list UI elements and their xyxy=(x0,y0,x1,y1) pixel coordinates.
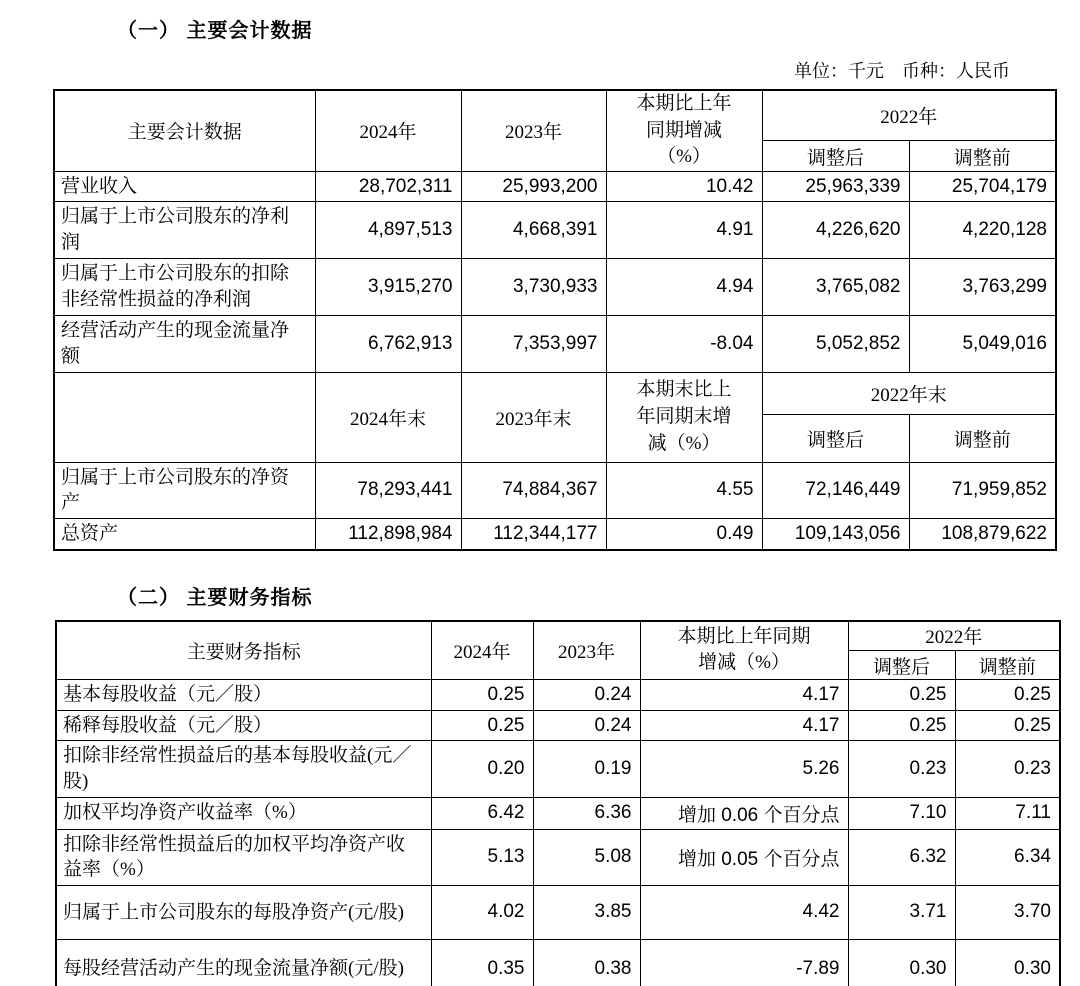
table-row xyxy=(54,258,1056,315)
header-adjusted-after: 调整后 xyxy=(848,651,955,680)
cell-adjusted-before: 7.11 xyxy=(955,797,1060,829)
cell-adjusted-before: 71,959,852 xyxy=(909,462,1056,518)
cell-2024: 6,762,913 xyxy=(315,315,461,372)
cell-change: 4.17 xyxy=(640,680,848,711)
cell-adjusted-before: 5,049,016 xyxy=(909,315,1056,372)
cell-adjusted-before: 3,763,299 xyxy=(909,258,1056,315)
table-header-row xyxy=(56,621,1060,651)
cell-adjusted-after: 0.25 xyxy=(848,680,955,711)
header-adjusted-before: 调整前 xyxy=(909,414,1056,462)
header-change-pct: 本期比上年同期增减（%） xyxy=(640,621,848,680)
cell-2024: 3,915,270 xyxy=(315,258,461,315)
header-main-label: 主要财务指标 xyxy=(56,621,431,680)
table-row xyxy=(56,680,1060,711)
cell-2024: 6.42 xyxy=(431,797,533,829)
row-label: 加权平均净资产收益率（%） xyxy=(56,797,431,829)
cell-2023: 7,353,997 xyxy=(461,315,606,372)
row-label: 每股经营活动产生的现金流量净额(元/股) xyxy=(56,939,431,986)
section2-title: （二） 主要财务指标 xyxy=(117,586,313,609)
cell-adjusted-before: 4,220,128 xyxy=(909,202,1056,258)
table-row xyxy=(56,710,1060,741)
header-adjusted-before: 调整前 xyxy=(955,651,1060,680)
cell-change: 10.42 xyxy=(606,171,762,202)
cell-change: 5.26 xyxy=(640,741,848,797)
cell-adjusted-before: 0.30 xyxy=(955,939,1060,986)
table-header-row xyxy=(54,90,1056,141)
header-2024-end: 2024年末 xyxy=(315,372,461,462)
cell-change: 4.55 xyxy=(606,462,762,518)
cell-change: 增加 0.05 个百分点 xyxy=(640,829,848,885)
cell-2023: 3,730,933 xyxy=(461,258,606,315)
header-main-label: 主要会计数据 xyxy=(54,90,315,171)
row-label: 归属于上市公司股东的净资产 xyxy=(54,462,315,518)
cell-2023: 0.24 xyxy=(533,680,640,711)
cell-change: 4.91 xyxy=(606,202,762,258)
cell-2023: 5.08 xyxy=(533,829,640,885)
row-label: 总资产 xyxy=(54,518,315,549)
header-2023: 2023年 xyxy=(533,621,640,680)
cell-adjusted-after: 109,143,056 xyxy=(762,518,909,549)
cell-2024: 4,897,513 xyxy=(315,202,461,258)
cell-2023: 25,993,200 xyxy=(461,171,606,202)
header-adjusted-after: 调整后 xyxy=(762,141,909,171)
cell-adjusted-before: 0.23 xyxy=(955,741,1060,797)
cell-adjusted-after: 3.71 xyxy=(848,885,955,939)
cell-2024: 4.02 xyxy=(431,885,533,939)
table-row xyxy=(54,518,1056,549)
accounting-data-table xyxy=(53,89,1057,551)
table-row xyxy=(56,939,1060,986)
empty-header-cell xyxy=(54,372,315,462)
row-label: 扣除非经常性损益后的加权平均净资产收益率（%） xyxy=(56,829,431,885)
cell-2023: 0.19 xyxy=(533,741,640,797)
cell-change: 0.49 xyxy=(606,518,762,549)
row-label: 营业收入 xyxy=(54,171,315,202)
cell-adjusted-before: 0.25 xyxy=(955,680,1060,711)
row-label: 归属于上市公司股东的扣除非经常性损益的净利润 xyxy=(54,258,315,315)
row-label: 归属于上市公司股东的净利润 xyxy=(54,202,315,258)
header-2023: 2023年 xyxy=(461,90,606,171)
cell-change: 4.42 xyxy=(640,885,848,939)
row-label: 扣除非经常性损益后的基本每股收益(元／股) xyxy=(56,741,431,797)
table-header-row xyxy=(54,372,1056,414)
header-2022-end: 2022年末 xyxy=(762,372,1056,414)
cell-adjusted-after: 25,963,339 xyxy=(762,171,909,202)
cell-change: 4.17 xyxy=(640,710,848,741)
cell-2023: 4,668,391 xyxy=(461,202,606,258)
row-label: 归属于上市公司股东的每股净资产(元/股) xyxy=(56,885,431,939)
header-end-change-pct: 本期末比上年同期末增减（%） xyxy=(606,372,762,462)
table-row xyxy=(54,315,1056,372)
cell-adjusted-after: 6.32 xyxy=(848,829,955,885)
table-row xyxy=(54,202,1056,258)
cell-adjusted-after: 72,146,449 xyxy=(762,462,909,518)
cell-adjusted-before: 6.34 xyxy=(955,829,1060,885)
cell-2023: 0.24 xyxy=(533,710,640,741)
cell-2023: 74,884,367 xyxy=(461,462,606,518)
cell-2024: 5.13 xyxy=(431,829,533,885)
table-row xyxy=(56,829,1060,885)
cell-adjusted-after: 5,052,852 xyxy=(762,315,909,372)
header-adjusted-before: 调整前 xyxy=(909,141,1056,171)
header-2024: 2024年 xyxy=(315,90,461,171)
cell-adjusted-before: 108,879,622 xyxy=(909,518,1056,549)
cell-2024: 112,898,984 xyxy=(315,518,461,549)
cell-2024: 0.35 xyxy=(431,939,533,986)
cell-adjusted-after: 7.10 xyxy=(848,797,955,829)
header-2023-end: 2023年末 xyxy=(461,372,606,462)
cell-change: -8.04 xyxy=(606,315,762,372)
unit-currency-note: 单位：千元 币种：人民币 xyxy=(794,61,1010,81)
cell-adjusted-after: 4,226,620 xyxy=(762,202,909,258)
cell-2024: 0.25 xyxy=(431,710,533,741)
cell-2023: 0.38 xyxy=(533,939,640,986)
header-2024: 2024年 xyxy=(431,621,533,680)
cell-change: 4.94 xyxy=(606,258,762,315)
cell-2023: 6.36 xyxy=(533,797,640,829)
cell-2024: 28,702,311 xyxy=(315,171,461,202)
cell-2024: 0.25 xyxy=(431,680,533,711)
section1-title: （一） 主要会计数据 xyxy=(117,20,313,42)
row-label: 基本每股收益（元／股） xyxy=(56,680,431,711)
table-row xyxy=(56,885,1060,939)
cell-2024: 78,293,441 xyxy=(315,462,461,518)
table-row xyxy=(54,462,1056,518)
cell-2023: 112,344,177 xyxy=(461,518,606,549)
cell-adjusted-before: 3.70 xyxy=(955,885,1060,939)
cell-adjusted-before: 0.25 xyxy=(955,710,1060,741)
table-row xyxy=(56,741,1060,797)
header-adjusted-after: 调整后 xyxy=(762,414,909,462)
cell-change: -7.89 xyxy=(640,939,848,986)
cell-adjusted-after: 3,765,082 xyxy=(762,258,909,315)
row-label: 经营活动产生的现金流量净额 xyxy=(54,315,315,372)
table-row xyxy=(54,171,1056,202)
cell-2024: 0.20 xyxy=(431,741,533,797)
cell-adjusted-before: 25,704,179 xyxy=(909,171,1056,202)
financial-indicators-table xyxy=(55,620,1061,986)
cell-adjusted-after: 0.30 xyxy=(848,939,955,986)
table-row xyxy=(56,797,1060,829)
cell-adjusted-after: 0.23 xyxy=(848,741,955,797)
row-label: 稀释每股收益（元／股） xyxy=(56,710,431,741)
header-2022: 2022年 xyxy=(762,90,1056,141)
header-2022: 2022年 xyxy=(848,621,1060,651)
cell-2023: 3.85 xyxy=(533,885,640,939)
header-change-pct: 本期比上年同期增减（%） xyxy=(606,90,762,171)
cell-adjusted-after: 0.25 xyxy=(848,710,955,741)
cell-change: 增加 0.06 个百分点 xyxy=(640,797,848,829)
